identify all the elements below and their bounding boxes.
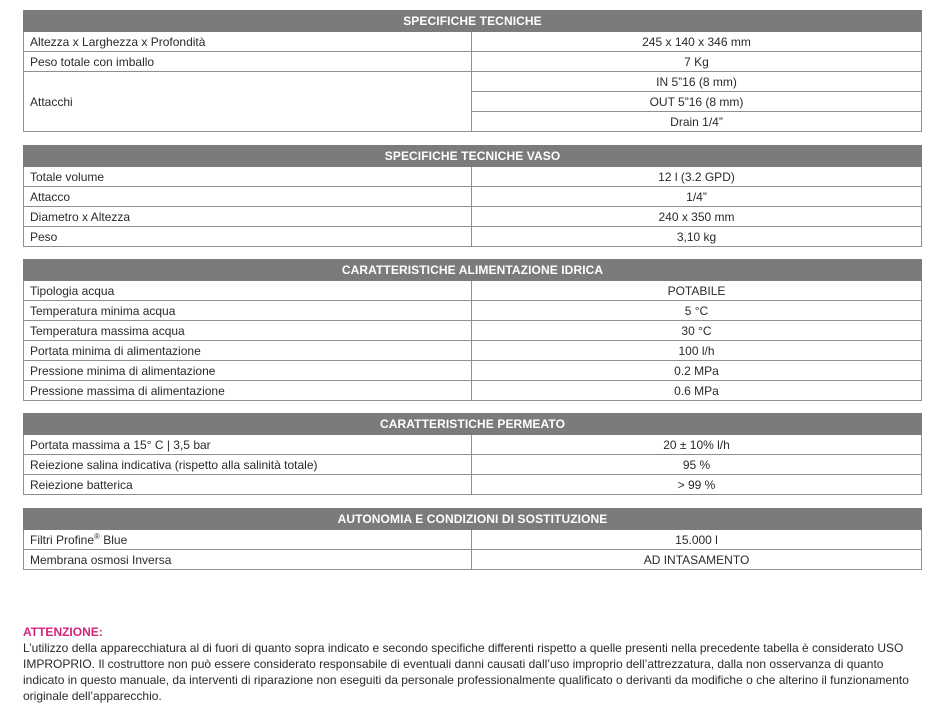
row-value: 7 Kg <box>472 52 922 72</box>
table-title: AUTONOMIA E CONDIZIONI DI SOSTITUZIONE <box>24 509 922 530</box>
table-title: SPECIFICHE TECNICHE <box>24 11 922 32</box>
table-caratteristiche-permeato <box>23 413 922 495</box>
table-row <box>24 475 922 495</box>
row-value: 240 x 350 mm <box>472 207 922 227</box>
table-row <box>24 52 922 72</box>
row-label: Membrana osmosi Inversa <box>24 550 472 570</box>
row-value: 12 l (3.2 GPD) <box>472 167 922 187</box>
row-label: Portata minima di alimentazione <box>24 341 472 361</box>
table-row <box>24 281 922 301</box>
row-label: Diametro x Altezza <box>24 207 472 227</box>
table-title: CARATTERISTICHE ALIMENTAZIONE IDRICA <box>24 260 922 281</box>
row-value: 3,10 kg <box>472 227 922 247</box>
table-row <box>24 227 922 247</box>
row-label: Pressione massima di alimentazione <box>24 381 472 401</box>
registered-mark: ® <box>94 531 100 541</box>
row-value: 0.6 MPa <box>472 381 922 401</box>
row-label: Attacco <box>24 187 472 207</box>
row-label: Temperatura massima acqua <box>24 321 472 341</box>
row-value: 95 % <box>472 455 922 475</box>
filter-label-suffix: Blue <box>99 532 128 547</box>
table-specifiche-tecniche <box>23 10 922 132</box>
table-specifiche-tecniche-vaso <box>23 145 922 247</box>
table-title: SPECIFICHE TECNICHE VASO <box>24 146 922 167</box>
row-value: 100 l/h <box>472 341 922 361</box>
table-row <box>24 455 922 475</box>
row-value: 1/4” <box>472 187 922 207</box>
table-row <box>24 435 922 455</box>
row-label: Reiezione batterica <box>24 475 472 495</box>
table-row <box>24 381 922 401</box>
filter-label-name: Filtri Profine <box>30 532 95 547</box>
row-label: Peso <box>24 227 472 247</box>
table-row <box>24 187 922 207</box>
table-row <box>24 167 922 187</box>
row-label: Altezza x Larghezza x Profondità <box>24 32 472 52</box>
notice-text: L’utilizzo della apparecchiatura al di fuori di quanto sopra indicato e secondo specifiche differenti rispetto a quelle presenti nella precedente tabella è considerato USO IMPROPRIO. Il costruttore non può essere considerato responsabile di eventuali danni causati dall’uso improprio dell’attrezzatura, dalla non osservanza di quanto indicato in questo manuale, da interventi di riparazione non eseguiti da personale professionalmente qualificato o derivanti da modifiche o che alterino il funzionamento originale dell’apparecchio. <box>23 641 909 703</box>
table-row <box>24 72 922 92</box>
row-value: 245 x 140 x 346 mm <box>472 32 922 52</box>
row-value: Drain 1/4” <box>472 112 922 132</box>
table-row <box>24 341 922 361</box>
table-alimentazione-idrica <box>23 259 922 401</box>
row-value: 5 °C <box>472 301 922 321</box>
row-value: 15.000 l <box>472 530 922 550</box>
row-label: Pressione minima di alimentazione <box>24 361 472 381</box>
row-label: Totale volume <box>24 167 472 187</box>
row-value: 0.2 MPa <box>472 361 922 381</box>
row-value: > 99 % <box>472 475 922 495</box>
row-value: OUT 5”16 (8 mm) <box>472 92 922 112</box>
row-label: Attacchi <box>24 72 472 132</box>
row-label: Tipologia acqua <box>24 281 472 301</box>
notice-heading: ATTENZIONE: <box>23 625 103 639</box>
row-value: IN 5”16 (8 mm) <box>472 72 922 92</box>
warning-notice <box>23 624 923 704</box>
table-row <box>24 32 922 52</box>
row-label: Portata massima a 15° C | 3,5 bar <box>24 435 472 455</box>
table-autonomia-sostituzione <box>23 508 922 570</box>
row-value: 30 °C <box>472 321 922 341</box>
row-label: Peso totale con imballo <box>24 52 472 72</box>
row-value: POTABILE <box>472 281 922 301</box>
row-label <box>24 530 472 550</box>
table-row <box>24 550 922 570</box>
table-row <box>24 301 922 321</box>
table-row <box>24 207 922 227</box>
table-row <box>24 361 922 381</box>
table-title: CARATTERISTICHE PERMEATO <box>24 414 922 435</box>
row-value: AD INTASAMENTO <box>472 550 922 570</box>
row-label: Reiezione salina indicativa (rispetto alla salinità totale) <box>24 455 472 475</box>
table-row <box>24 530 922 550</box>
row-value: 20 ± 10% l/h <box>472 435 922 455</box>
row-label: Temperatura minima acqua <box>24 301 472 321</box>
table-row <box>24 321 922 341</box>
